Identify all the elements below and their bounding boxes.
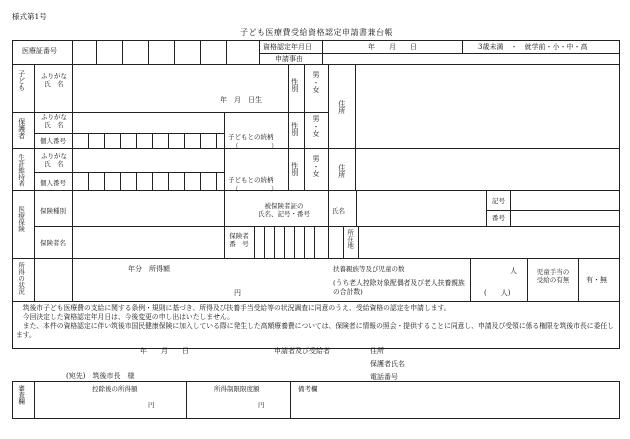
phone-label: 電話番号 [370,373,398,381]
guardian-id-label: 個人番号 [40,137,66,145]
child-section-label: 子ども [17,70,26,91]
supporter-id-label: 個人番号 [40,179,66,187]
insurer-number-label: 保険者 番 号 [229,232,249,249]
insured-person-label: 被保険者証の 氏名、記号・番号 [258,202,310,219]
supporter-name-label: ふりがな 氏 名 [41,152,67,169]
child-name-label: ふりがな 氏 名 [41,72,67,89]
insurer-name-label: 保険者名 [40,239,66,247]
supporter-sex-options[interactable]: 男 ・ 女 [312,155,320,179]
guardian-name-label: ふりがな 氏 名 [41,113,67,130]
child-allowance-label: 児童手当の 受給の有無 [536,268,570,285]
guardian-relation-label: 子どもとの続柄 [228,133,274,141]
child-guardian-address-label: 住所 [337,100,346,114]
child-birthdate[interactable]: 年 月 日生 [220,96,262,104]
insured-symbol-label: 記号 [492,197,505,205]
post-deduction-income-label: 控除後の所得額 [92,385,138,393]
guardian-section-label: 保護者 [17,118,26,139]
income-limit-label: 所得制限限度額 [214,385,260,393]
review-section-label: 審査欄 [17,385,26,405]
guardian-relation-value[interactable]: （ ） [232,142,278,150]
dependents-count-unit[interactable]: 人 [510,267,517,275]
insurance-type-label: 保険種別 [40,207,66,215]
form-number: 様式第1号 [12,12,47,21]
insurance-id-label: 医療証番号 [22,47,57,55]
document-title: 子ども医療費受給資格認定申請書兼台帳 [240,28,393,37]
supporter-sex-label: 性別 [290,162,299,176]
dependents-elderly-unit[interactable]: ( 人) [484,289,511,297]
guardian-sex-label: 性別 [290,122,299,136]
remarks-label: 備考欄 [298,385,318,393]
income-section-label: 所得の状況 [17,262,26,295]
applicant-label: 申請者及び受給者 [274,347,330,355]
insured-name-label: 氏名 [332,207,345,215]
supporter-address-label: 住所 [337,164,346,178]
statement-line-3: また、本件の資格認定に伴い筑後市国民健康保険に加入している際に発生した高額療養費については、保険者に情報の照会・提供することに同意し、申請及び受領に係る権限を筑後市長に委任します。 [16,322,614,339]
supporter-relation-value[interactable]: （ ） [232,185,278,193]
signature-date[interactable]: 年 月 日 [140,347,189,355]
applicant-address-label: 住所 [370,347,384,355]
income-limit-yen[interactable]: 円 [258,401,265,409]
reason-label: 申請事由 [275,55,303,63]
guardian-name-signature-label: 保護者氏名 [370,360,405,368]
child-sex-options[interactable]: 男 ・ 女 [312,71,320,95]
income-year-label[interactable]: 年分 所得額 [128,265,170,273]
supporter-section-label: 生計維持者 [17,154,26,187]
dependents-note: (うち老人控除対象配偶者及び老人扶養親族の合計数) [333,279,465,296]
age-category-options: 3歳未満 ・ 就学前・小・中・高 [478,43,588,51]
cert-date-value[interactable]: 年 月 日 [368,43,417,51]
cert-date-label: 資格認定年月日 [263,43,312,51]
child-sex-label: 性別 [290,78,299,92]
child-allowance-yes-no[interactable]: 有・無 [586,276,607,284]
dependents-label: 扶養親族等及び児童の数 [333,265,405,273]
guardian-sex-options[interactable]: 男 ・ 女 [312,115,320,139]
insured-number-label: 番号 [492,214,505,222]
insurer-location-label: 所在地 [346,229,355,249]
supporter-relation-label: 子どもとの続柄 [228,176,274,184]
statement-line-2: 今回決定した資格認定年月日は、今後変更の申し出はいたしません。 [16,313,234,321]
statement-line-1: 筑後市子ども医療費の支給に関する条例・規則に基づき、所得及び扶養手当受給等の状況調査に同意のうえ、受給資格の認定を申請します。 [16,304,451,312]
insurance-section-label: 医療保険 [17,206,26,232]
addressee: (宛先) 筑後市長 様 [66,372,135,380]
post-deduction-income-yen[interactable]: 円 [148,401,155,409]
income-yen: 円 [234,289,241,297]
